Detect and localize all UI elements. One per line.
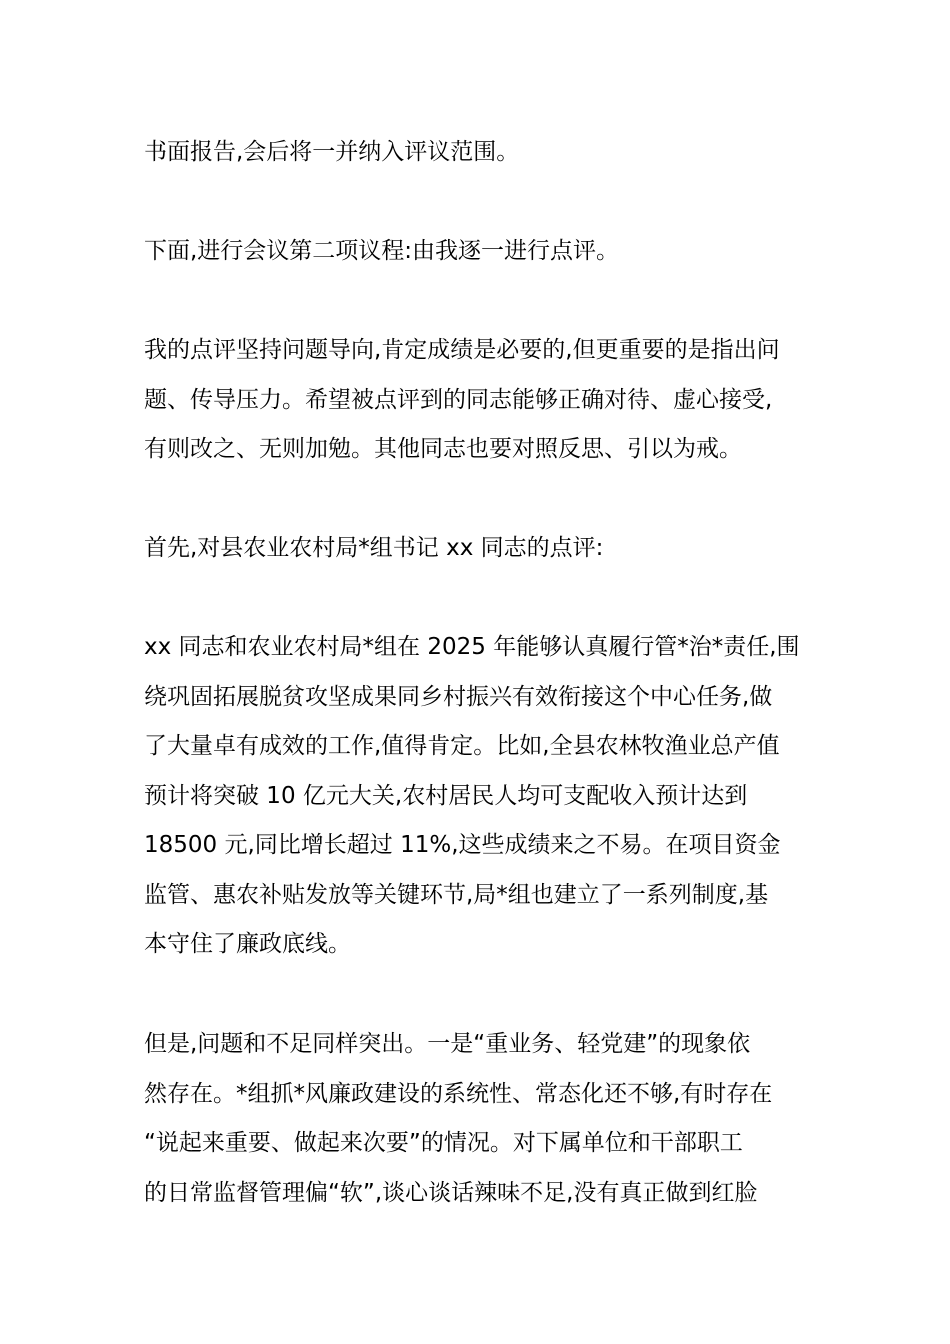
- text-line: 首先,对县农业农村局*组书记 xx 同志的点评:: [144, 535, 604, 561]
- text-line: 但是,问题和不足同样突出。一是“重业务、轻党建”的现象依: [144, 1031, 751, 1057]
- text-line: 18500 元,同比增长超过 11%,这些成绩来之不易。在项目资金: [144, 832, 781, 858]
- text-line: 预计将突破 10 亿元大关,农村居民人均可支配收入预计达到: [144, 782, 748, 809]
- text-line: 监管、惠农补贴发放等关键环节,局*组也建立了一系列制度,基: [144, 881, 769, 908]
- text-line: 下面,进行会议第二项议程:由我逐一进行点评。: [144, 238, 620, 264]
- text-line: xx 同志和农业农村局*组在 2025 年能够认真履行管*治*责任,围: [144, 634, 800, 660]
- text-line: 本守住了廉政底线。: [144, 931, 351, 957]
- paragraph-1: [144, 128, 814, 178]
- text-line: 书面报告,会后将一并纳入评议范围。: [144, 139, 520, 165]
- text-line: 有则改之、无则加勉。其他同志也要对照反思、引以为戒。: [144, 436, 742, 462]
- paragraph-3: [144, 326, 814, 475]
- text-line: 然存在。*组抓*风廉政建设的系统性、常态化还不够,有时存在: [144, 1080, 773, 1107]
- text-line: “说起来重要、做起来次要”的情况。对下属单位和干部职工: [144, 1130, 743, 1156]
- text-line: 题、传导压力。希望被点评到的同志能够正确对待、虚心接受,: [144, 386, 773, 413]
- paragraph-5: [144, 623, 814, 970]
- paragraph-4: [144, 524, 814, 574]
- text-line: 绕巩固拓展脱贫攻坚成果同乡村振兴有效衔接这个中心任务,做: [144, 683, 773, 710]
- paragraph-2: [144, 227, 814, 277]
- text-line: 的日常监督管理偏“软”,谈心谈话辣味不足,没有真正做到红脸: [144, 1179, 758, 1206]
- paragraph-6: [144, 1020, 814, 1218]
- text-line: 了大量卓有成效的工作,值得肯定。比如,全县农林牧渔业总产值: [144, 733, 780, 759]
- text-line: 我的点评坚持问题导向,肯定成绩是必要的,但更重要的是指出问: [144, 337, 780, 363]
